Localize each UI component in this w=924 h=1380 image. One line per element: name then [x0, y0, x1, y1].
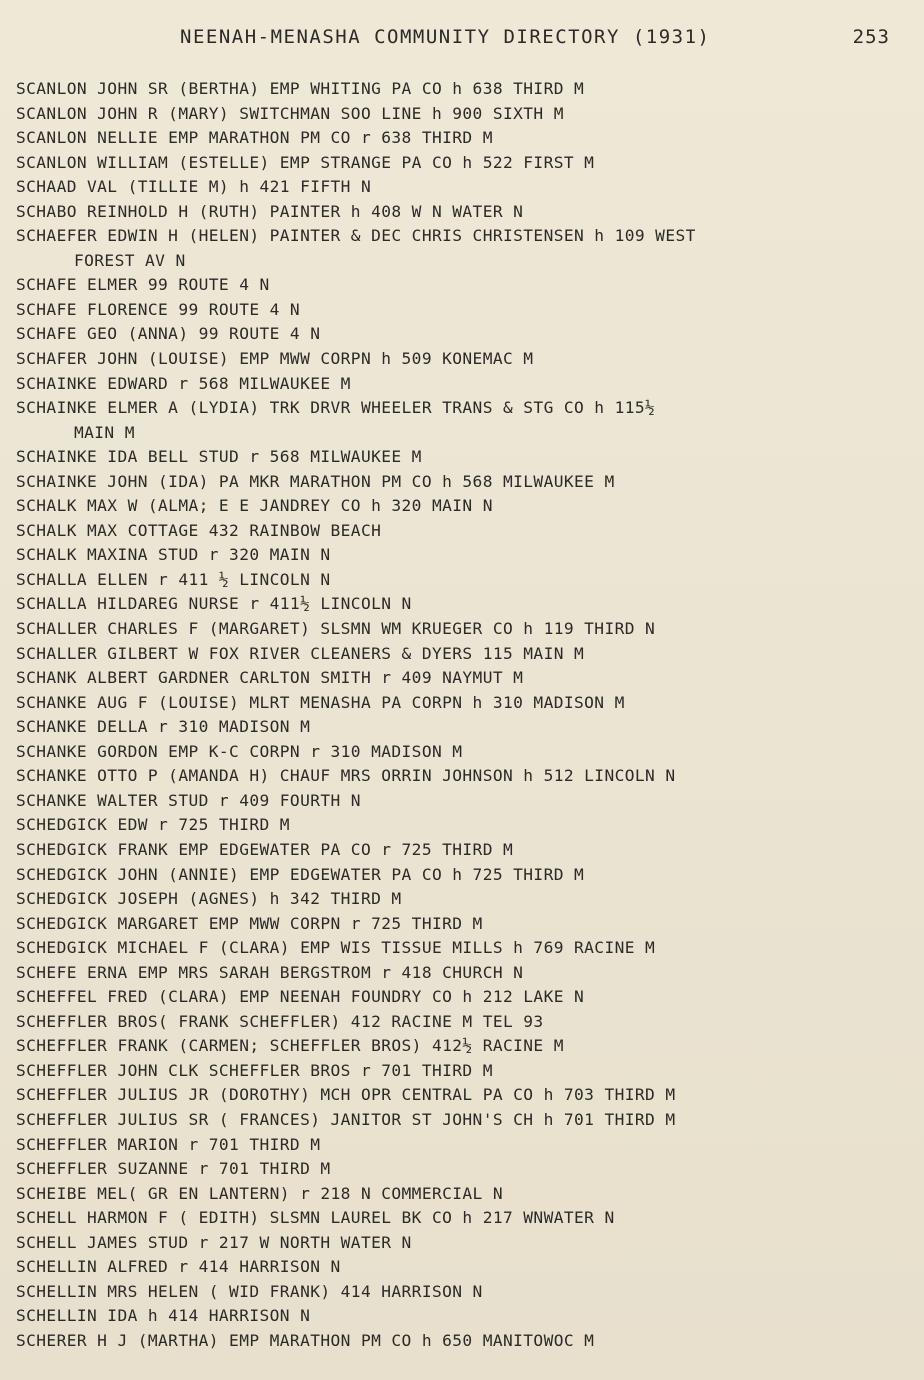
directory-entry: SCHAAD VAL (TILLIE M) h 421 FIFTH N — [16, 177, 372, 197]
directory-entry: SCHAEFER EDWIN H (HELEN) PAINTER & DEC CHRIS CHRISTENSEN h 109 WEST — [16, 226, 696, 246]
directory-entry: SCHERER H J (MARTHA) EMP MARATHON PM CO h 650 MANITOWOC M — [16, 1330, 595, 1350]
directory-entry: SCHAINKE IDA BELL STUD r 568 MILWAUKEE M — [16, 447, 422, 467]
directory-entry: SCHANKE GORDON EMP K-C CORPN r 310 MADISON M — [16, 741, 463, 761]
directory-entry: SCHAFE ELMER 99 ROUTE 4 N — [16, 275, 270, 295]
directory-entry: SCHAFER JOHN (LOUISE) EMP MWW CORPN h 509 KONEMAC M — [16, 349, 534, 369]
directory-entry: SCHEFE ERNA EMP MRS SARAH BERGSTROM r 418 CHURCH N — [16, 962, 524, 982]
directory-entry-continuation: MAIN M — [74, 422, 135, 442]
directory-entry: SCANLON JOHN R (MARY) SWITCHMAN SOO LINE h 900 SIXTH M — [16, 103, 564, 123]
directory-entry: SCANLON JOHN SR (BERTHA) EMP WHITING PA CO h 638 THIRD M — [16, 79, 585, 98]
directory-entry-continuation: FOREST AV N — [74, 250, 186, 270]
directory-entry: SCHALK MAX COTTAGE 432 RAINBOW BEACH — [16, 520, 382, 540]
directory-entry: SCHANKE AUG F (LOUISE) MLRT MENASHA PA CORPN h 310 MADISON M — [16, 692, 625, 712]
directory-entry: SCHAINKE EDWARD r 568 MILWAUKEE M — [16, 373, 351, 393]
directory-entry: SCHANK ALBERT GARDNER CARLTON SMITH r 409 NAYMUT M — [16, 668, 524, 688]
directory-entry: SCHEDGICK JOSEPH (AGNES) h 342 THIRD M — [16, 889, 402, 909]
directory-entry: SCHABO REINHOLD H (RUTH) PAINTER h 408 W N WATER N — [16, 201, 524, 221]
directory-entry: SCHEDGICK MICHAEL F (CLARA) EMP WIS TISSUE MILLS h 769 RACINE M — [16, 938, 656, 958]
directory-entry: SCHEFFLER FRANK (CARMEN; SCHEFFLER BROS) 412½ RACINE M — [16, 1036, 564, 1056]
directory-entry: SCHEDGICK FRANK EMP EDGEWATER PA CO r 725 THIRD M — [16, 839, 514, 859]
page-header — [0, 26, 924, 56]
directory-entry: SCANLON NELLIE EMP MARATHON PM CO r 638 THIRD M — [16, 128, 493, 148]
directory-entry: SCANLON WILLIAM (ESTELLE) EMP STRANGE PA CO h 522 FIRST M — [16, 152, 595, 172]
page-number: 253 — [852, 26, 890, 48]
directory-entry: SCHEFFLER JULIUS SR ( FRANCES) JANITOR ST JOHN'S CH h 701 THIRD M — [16, 1109, 676, 1129]
directory-entry: SCHALK MAX W (ALMA; E E JANDREY CO h 320 MAIN N — [16, 496, 493, 516]
directory-entry: SCHANKE OTTO P (AMANDA H) CHAUF MRS ORRIN JOHNSON h 512 LINCOLN N — [16, 766, 676, 786]
directory-entry: SCHAFE FLORENCE 99 ROUTE 4 N — [16, 299, 301, 319]
directory-entry: SCHALLER GILBERT W FOX RIVER CLEANERS & DYERS 115 MAIN M — [16, 643, 585, 663]
directory-entry: SCHANKE DELLA r 310 MADISON M — [16, 717, 311, 737]
directory-entry: SCHALLER CHARLES F (MARGARET) SLSMN WM KRUEGER CO h 119 THIRD N — [16, 619, 656, 639]
directory-entry: SCHEFFLER BROS( FRANK SCHEFFLER) 412 RACINE M TEL 93 — [16, 1011, 544, 1031]
directory-entry: SCHELL JAMES STUD r 217 W NORTH WATER N — [16, 1232, 412, 1252]
directory-entry: SCHELLIN ALFRED r 414 HARRISON N — [16, 1257, 341, 1277]
directory-entry: SCHEFFLER SUZANNE r 701 THIRD M — [16, 1159, 331, 1179]
directory-entry: SCHEFFLER JOHN CLK SCHEFFLER BROS r 701 THIRD M — [16, 1060, 493, 1080]
directory-entry: SCHAINKE JOHN (IDA) PA MKR MARATHON PM CO h 568 MILWAUKEE M — [16, 471, 615, 491]
directory-entry: SCHAFE GEO (ANNA) 99 ROUTE 4 N — [16, 324, 321, 344]
directory-entry: SCHALK MAXINA STUD r 320 MAIN N — [16, 545, 331, 565]
directory-entry: SCHEDGICK MARGARET EMP MWW CORPN r 725 THIRD M — [16, 913, 483, 933]
directory-entry: SCHEFFLER JULIUS JR (DOROTHY) MCH OPR CENTRAL PA CO h 703 THIRD M — [16, 1085, 676, 1105]
directory-entry: SCHELL HARMON F ( EDITH) SLSMN LAUREL BK CO h 217 WNWATER N — [16, 1208, 615, 1228]
page-title: NEENAH-MENASHA COMMUNITY DIRECTORY (1931) — [180, 26, 711, 48]
directory-entries — [16, 77, 906, 1353]
directory-entry: SCHAINKE ELMER A (LYDIA) TRK DRVR WHEELER TRANS & STG CO h 115½ — [16, 398, 656, 418]
directory-entry: SCHANKE WALTER STUD r 409 FOURTH N — [16, 790, 361, 810]
directory-entry: SCHALLA ELLEN r 411 ½ LINCOLN N — [16, 569, 331, 589]
directory-entry: SCHELLIN MRS HELEN ( WID FRANK) 414 HARRISON N — [16, 1281, 483, 1301]
directory-entry: SCHEIBE MEL( GR EN LANTERN) r 218 N COMMERCIAL N — [16, 1183, 503, 1203]
directory-entry: SCHELLIN IDA h 414 HARRISON N — [16, 1306, 311, 1326]
directory-entry: SCHEFFLER MARION r 701 THIRD M — [16, 1134, 321, 1154]
directory-entry: SCHALLA HILDAREG NURSE r 411½ LINCOLN N — [16, 594, 412, 614]
directory-entry: SCHEFFEL FRED (CLARA) EMP NEENAH FOUNDRY CO h 212 LAKE N — [16, 987, 585, 1007]
directory-entry: SCHEDGICK EDW r 725 THIRD M — [16, 815, 290, 835]
directory-entry: SCHEDGICK JOHN (ANNIE) EMP EDGEWATER PA CO h 725 THIRD M — [16, 864, 585, 884]
